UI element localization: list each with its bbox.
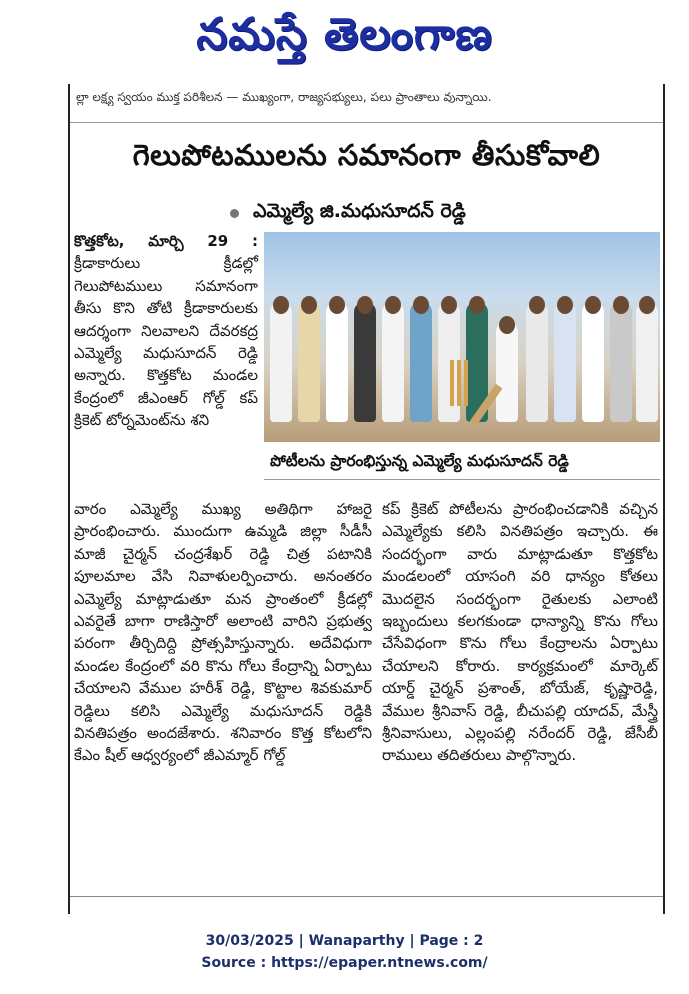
footer-source: Source : https://epaper.ntnews.com/	[201, 955, 488, 971]
photo-figure-head	[499, 316, 515, 334]
photo-figure-head	[441, 296, 457, 314]
photo-figure-head	[529, 296, 545, 314]
photo-figure	[298, 302, 320, 422]
photo-figure	[410, 302, 432, 422]
photo-figure-head	[329, 296, 345, 314]
photo-figure-head	[557, 296, 573, 314]
photo-figure	[354, 302, 376, 422]
photo-figure-head	[613, 296, 629, 314]
photo-figure	[636, 302, 658, 422]
photo-figure-head	[357, 296, 373, 314]
cricket-stump	[450, 360, 454, 406]
photo-figure-head	[639, 296, 655, 314]
photo-figure	[270, 302, 292, 422]
bullet-icon	[230, 209, 239, 218]
photo-figure	[554, 302, 576, 422]
divider	[70, 122, 663, 123]
photo-figure-head	[301, 296, 317, 314]
photo-figure-head	[469, 296, 485, 314]
cricket-stump	[457, 360, 461, 406]
dateline: కొత్తకోట, మార్చి 29 :	[74, 232, 258, 250]
photo-figure	[526, 302, 548, 422]
masthead	[0, 0, 689, 80]
photo-figure-head	[273, 296, 289, 314]
footer	[0, 930, 689, 974]
photo-figure	[582, 302, 604, 422]
photo-figure	[326, 302, 348, 422]
bottom-cut-edge	[70, 896, 663, 914]
photo-figure-head	[413, 296, 429, 314]
photo-figure	[496, 322, 518, 422]
article-column-left	[74, 230, 258, 432]
column-left-text: క్రీడాకారులు క్రీడల్లో గెలుపోటములు సమానంగా తీసు కొని తోటి క్రీడాకారులకు ఆదర్శంగా నిలవాలని దేవరకద్ర ఎమ్మెల్యే మధుసూదన్ రెడ్డి అన్నారు. కొత్తకోట మండల కేంద్రంలో జీఎంఆర్ గోల్డ్ కప్ క్రికెట్ టోర్నమెంట్‌ను శని	[74, 254, 258, 430]
photo-figure	[610, 302, 632, 422]
news-clipping	[68, 84, 665, 914]
photo-caption: పోటీలను ప్రారంభిస్తున్న ఎమ్మెల్యే మధుసూదన్ రెడ్డి	[264, 446, 660, 480]
masthead-title: నమస్తే తెలంగాణ	[196, 9, 493, 60]
top-strip-cut-text: ల్లా లక్ష్య స్వయం ముక్త పరిశీలన — ముఖ్యంగా, రాజ్యసభ్యులు, పలు ప్రాంతాలు వున్నాయి.	[76, 90, 492, 104]
photo-figure	[382, 302, 404, 422]
article-photo	[264, 232, 660, 442]
footer-date-edition: 30/03/2025 | Wanaparthy | Page : 2	[205, 933, 484, 949]
cricket-stump	[464, 360, 468, 406]
subhead-text: ఎమ్మెల్యే జి.మధుసూదన్ రెడ్డి	[253, 200, 466, 222]
article-column-bottom-right: కప్ క్రికెట్ పోటీలను ప్రారంభించడానికి వచ్చిన ఎమ్మెల్యేకు కలిసి వినతిపత్రం ఇచ్చారు. ఈ సందర్భంగా వారు మాట్లాడుతూ కొత్తకోట మండలంలో యాసంగి వరి ధాన్యం కోతలు మొదలైన సందర్భంగా రైతులకు ఎలాంటి ఇబ్బందులు కలగకుండా ధాన్యాన్ని కొను గోలు చేసేవిధంగా కొను గోలు కేంద్రాలను ఏర్పాటు చేయాలని కోరారు. కార్యక్రమంలో మార్కెట్ యార్డ్ చైర్మన్ ప్రశాంత్, బోయేజ్, కృష్ణారెడ్డి, వేముల శ్రీనివాస్ రెడ్డి, బీచుపల్లి యాదవ్, మేస్త్రీ శ్రీనివాసులు, ఎల్లంపల్లి నరేందర్ రెడ్డి, జేసీబీ రాములు తదితరులు పాల్గొన్నారు.	[382, 500, 658, 765]
article-column-bottom-left: వారం ఎమ్మెల్యే ముఖ్య అతిథిగా హాజరై ప్రారంభించారు. ముందుగా ఉమ్మడి జిల్లా సీడీసీ మాజీ చైర్మన్ చంద్రశేఖర్ రెడ్డి చిత్ర పటానికి పూలమాల వేసి నివాళులర్పించారు. అనంతరం ఎమ్మెల్యే మాట్లాడుతూ మన ప్రాంతంలో క్రీడల్లో ఎవరైతే బాగా రాణిస్తారో అలాంటి వారిని ప్రభుత్వ పరంగా తీర్చిదిద్ది ప్రోత్సహిస్తున్నారు. అదేవిధుగా మండల కేంద్రంలో వరి కొను గోలు కేంద్రాన్ని ఏర్పాటు చేయాలని వేముల హరీశ్ రెడ్డి, కొట్టాల శివకుమార్ రెడ్డిలు కలిసి ఎమ్మెల్యే మధుసూదన్ రెడ్డికి వినతిపత్రం అందజేశారు. శనివారం కొత్త కోటలోని కేఎం షీల్ ఆధ్వర్యంలో జీఎమ్మార్ గోల్డ్	[74, 500, 372, 765]
photo-figure-head	[385, 296, 401, 314]
article-subhead	[230, 200, 466, 227]
photo-figure-head	[585, 296, 601, 314]
article-headline: గెలుపోటములను సమానంగా తీసుకోవాలి	[132, 138, 601, 172]
